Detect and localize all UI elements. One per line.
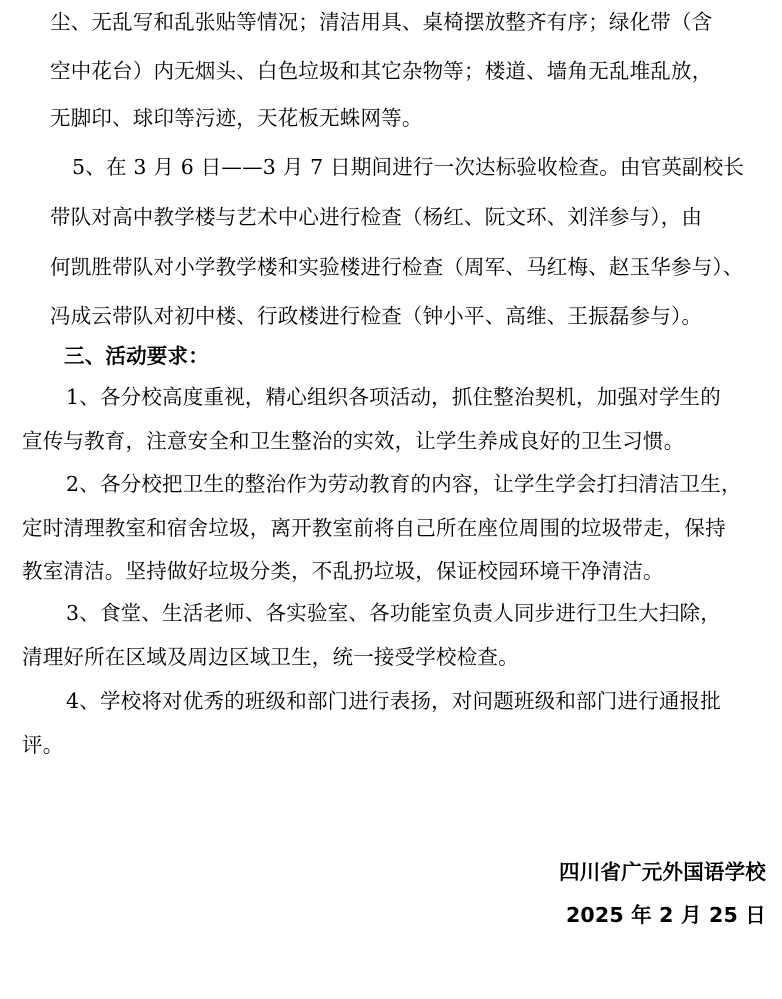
paragraph-line: 无脚印、球印等污迹，天花板无蛛网等。: [50, 106, 423, 130]
paragraph-line: 空中花台）内无烟头、白色垃圾和其它杂物等；楼道、墙角无乱堆乱放，: [50, 59, 713, 83]
paragraph-line: 尘、无乱写和乱张贴等情况；清洁用具、桌椅摆放整齐有序；绿化带（含: [50, 10, 713, 34]
signature-school: 四川省广元外国语学校: [559, 860, 766, 884]
paragraph-line: 何凯胜带队对小学教学楼和实验楼进行检查（周军、马红梅、赵玉华参与）、: [50, 255, 744, 279]
paragraph-line: 4、学校将对优秀的班级和部门进行表扬，对问题班级和部门进行通报批: [66, 689, 721, 713]
paragraph-line: 宣传与教育，注意安全和卫生整治的实效，让学生养成良好的卫生习惯。: [22, 429, 685, 453]
section-heading: 三、活动要求：: [64, 344, 209, 368]
paragraph-line: 教室清洁。坚持做好垃圾分类，不乱扔垃圾，保证校园环境干净清洁。: [22, 559, 664, 583]
paragraph-line: 3、食堂、生活老师、各实验室、各功能室负责人同步进行卫生大扫除，: [66, 601, 721, 625]
paragraph-line: 评。: [22, 733, 64, 757]
signature-date: 2025 年 2 月 25 日: [565, 903, 766, 927]
paragraph-line: 清理好所在区域及周边区域卫生，统一接受学校检查。: [22, 645, 519, 669]
paragraph-line: 2、各分校把卫生的整治作为劳动教育的内容，让学生学会打扫清洁卫生，: [66, 472, 742, 496]
paragraph-line: 定时清理教室和宿舍垃圾，离开教室前将自己所在座位周围的垃圾带走，保持: [22, 516, 726, 540]
paragraph-line: 1、各分校高度重视，精心组织各项活动，抓住整治契机，加强对学生的: [66, 385, 721, 409]
paragraph-line: 带队对高中教学楼与艺术中心进行检查（杨红、阮文环、刘洋参与），由: [50, 205, 703, 229]
paragraph-line: 5、在 3 月 6 日——3 月 7 日期间进行一次达标验收检查。由官英副校长: [72, 155, 745, 179]
paragraph-line: 冯成云带队对初中楼、行政楼进行检查（钟小平、高维、王振磊参与）。: [50, 304, 703, 328]
